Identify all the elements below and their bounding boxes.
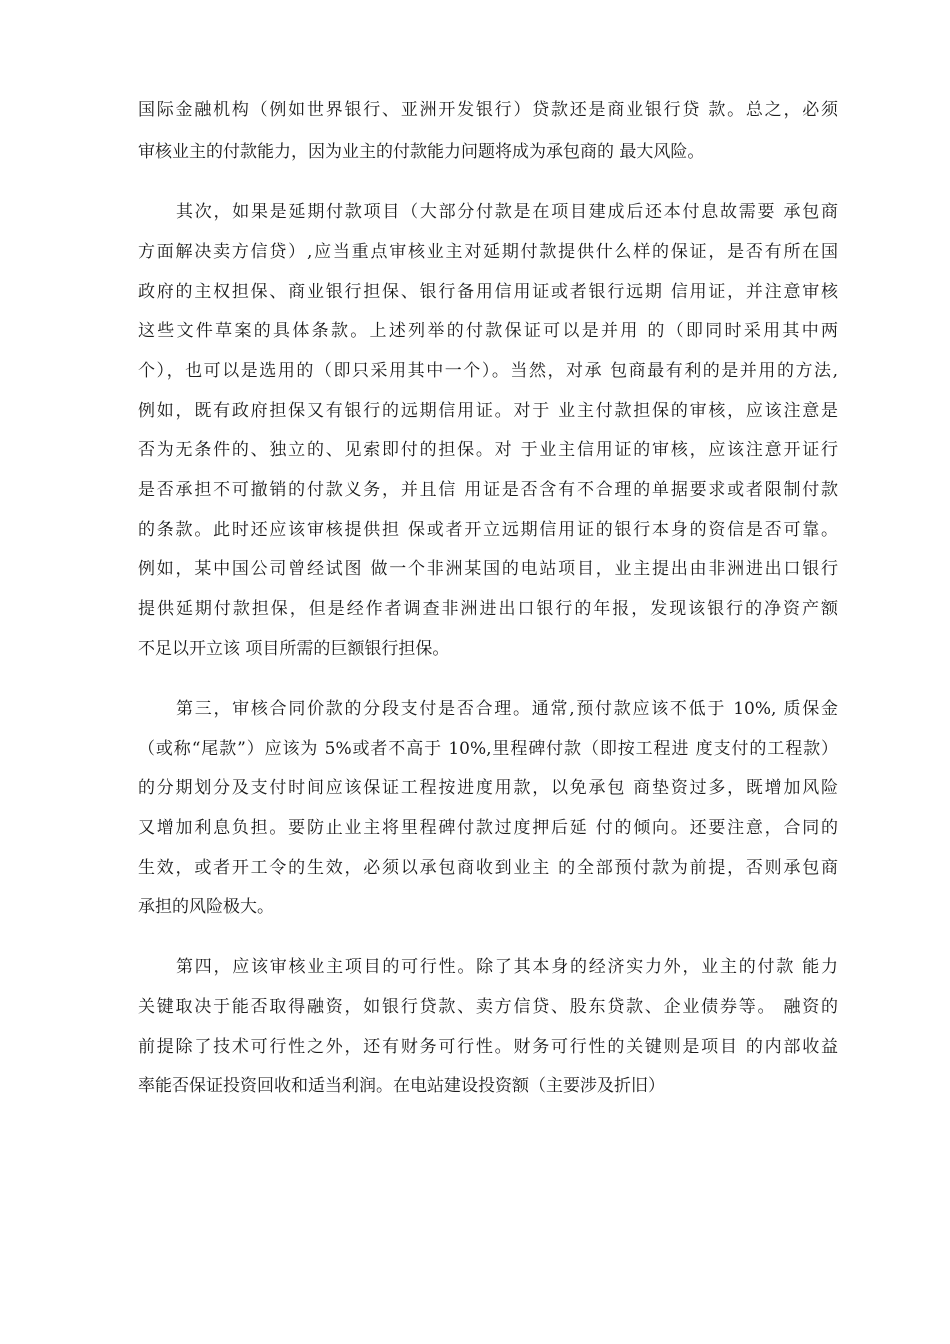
paragraph-3-line-1: 第三，审核合同价款的分段支付是否合理。通常,预付款应该不低于 10%, 质保金: [176, 699, 838, 719]
paragraph-2-line-3: 政府的主权担保、商业银行担保、银行备用信用证或者银行远期 信用证，并注意审核: [138, 282, 838, 302]
paragraph-2-line-6: 例如，既有政府担保又有银行的远期信用证。对于 业主付款担保的审核，应该注意是: [138, 401, 838, 421]
paragraph-2-line-1: 其次，如果是延期付款项目（大部分付款是在项目建成后还本付息故需要 承包商: [176, 202, 838, 222]
paragraph-3-line-2: （或称“尾款”）应该为 5%或者不高于 10%,里程碑付款（即按工程进 度支付的工程款）: [138, 739, 838, 759]
paragraph-2-line-9: 的条款。此时还应该审核提供担 保或者开立远期信用证的银行本身的资信是否可靠。: [138, 520, 838, 540]
paragraph-2-line-2: 方面解决卖方信贷）,应当重点审核业主对延期付款提供什么样的保证，是否有所在国: [138, 242, 838, 262]
paragraph-3-line-6: 承担的风险极大。: [138, 897, 274, 917]
paragraph-4-line-1: 第四，应该审核业主项目的可行性。除了其本身的经济实力外，业主的付款 能力: [176, 957, 838, 977]
paragraph-4-line-3: 前提除了技术可行性之外，还有财务可行性。财务可行性的关键则是项目 的内部收益: [138, 1037, 838, 1057]
paragraph-4-line-4: 率能否保证投资回收和适当利润。在电站建设投资额（主要涉及折旧）: [138, 1076, 665, 1096]
paragraph-2-line-10: 例如，某中国公司曾经试图 做一个非洲某国的电站项目，业主提出由非洲进出口银行: [138, 559, 838, 579]
paragraph-3-line-4: 又增加利息负担。要防止业主将里程碑付款过度押后延 付的倾向。还要注意，合同的: [138, 818, 838, 838]
paragraph-2-line-12: 不足以开立该 项目所需的巨额银行担保。: [138, 639, 450, 659]
paragraph-1-line-2: 审核业主的付款能力，因为业主的付款能力问题将成为承包商的 最大风险。: [138, 142, 705, 162]
paragraph-2-line-7: 否为无条件的、独立的、见索即付的担保。对 于业主信用证的审核，应该注意开证行: [138, 440, 838, 460]
paragraph-2-line-11: 提供延期付款担保，但是经作者调查非洲进出口银行的年报，发现该银行的净资产额: [138, 599, 838, 619]
paragraph-1-line-1: 国际金融机构（例如世界银行、亚洲开发银行）贷款还是商业银行贷 款。总之，必须: [138, 100, 838, 120]
paragraph-2-line-8: 是否承担不可撤销的付款义务，并且信 用证是否含有不合理的单据要求或者限制付款: [138, 480, 838, 500]
paragraph-3-line-3: 的分期划分及支付时间应该保证工程按进度用款，以免承包 商垫资过多，既增加风险: [138, 778, 838, 798]
paragraph-4-line-2: 关键取决于能否取得融资，如银行贷款、卖方信贷、股东贷款、企业债券等。 融资的: [138, 997, 838, 1017]
paragraph-2-line-4: 这些文件草案的具体条款。上述列举的付款保证可以是并用 的（即同时采用其中两: [138, 321, 838, 341]
paragraph-2-line-5: 个），也可以是选用的（即只采用其中一个）。当然，对承 包商最有利的是并用的方法,: [138, 361, 838, 381]
paragraph-3-line-5: 生效，或者开工令的生效，必须以承包商收到业主 的全部预付款为前提，否则承包商: [138, 858, 838, 878]
